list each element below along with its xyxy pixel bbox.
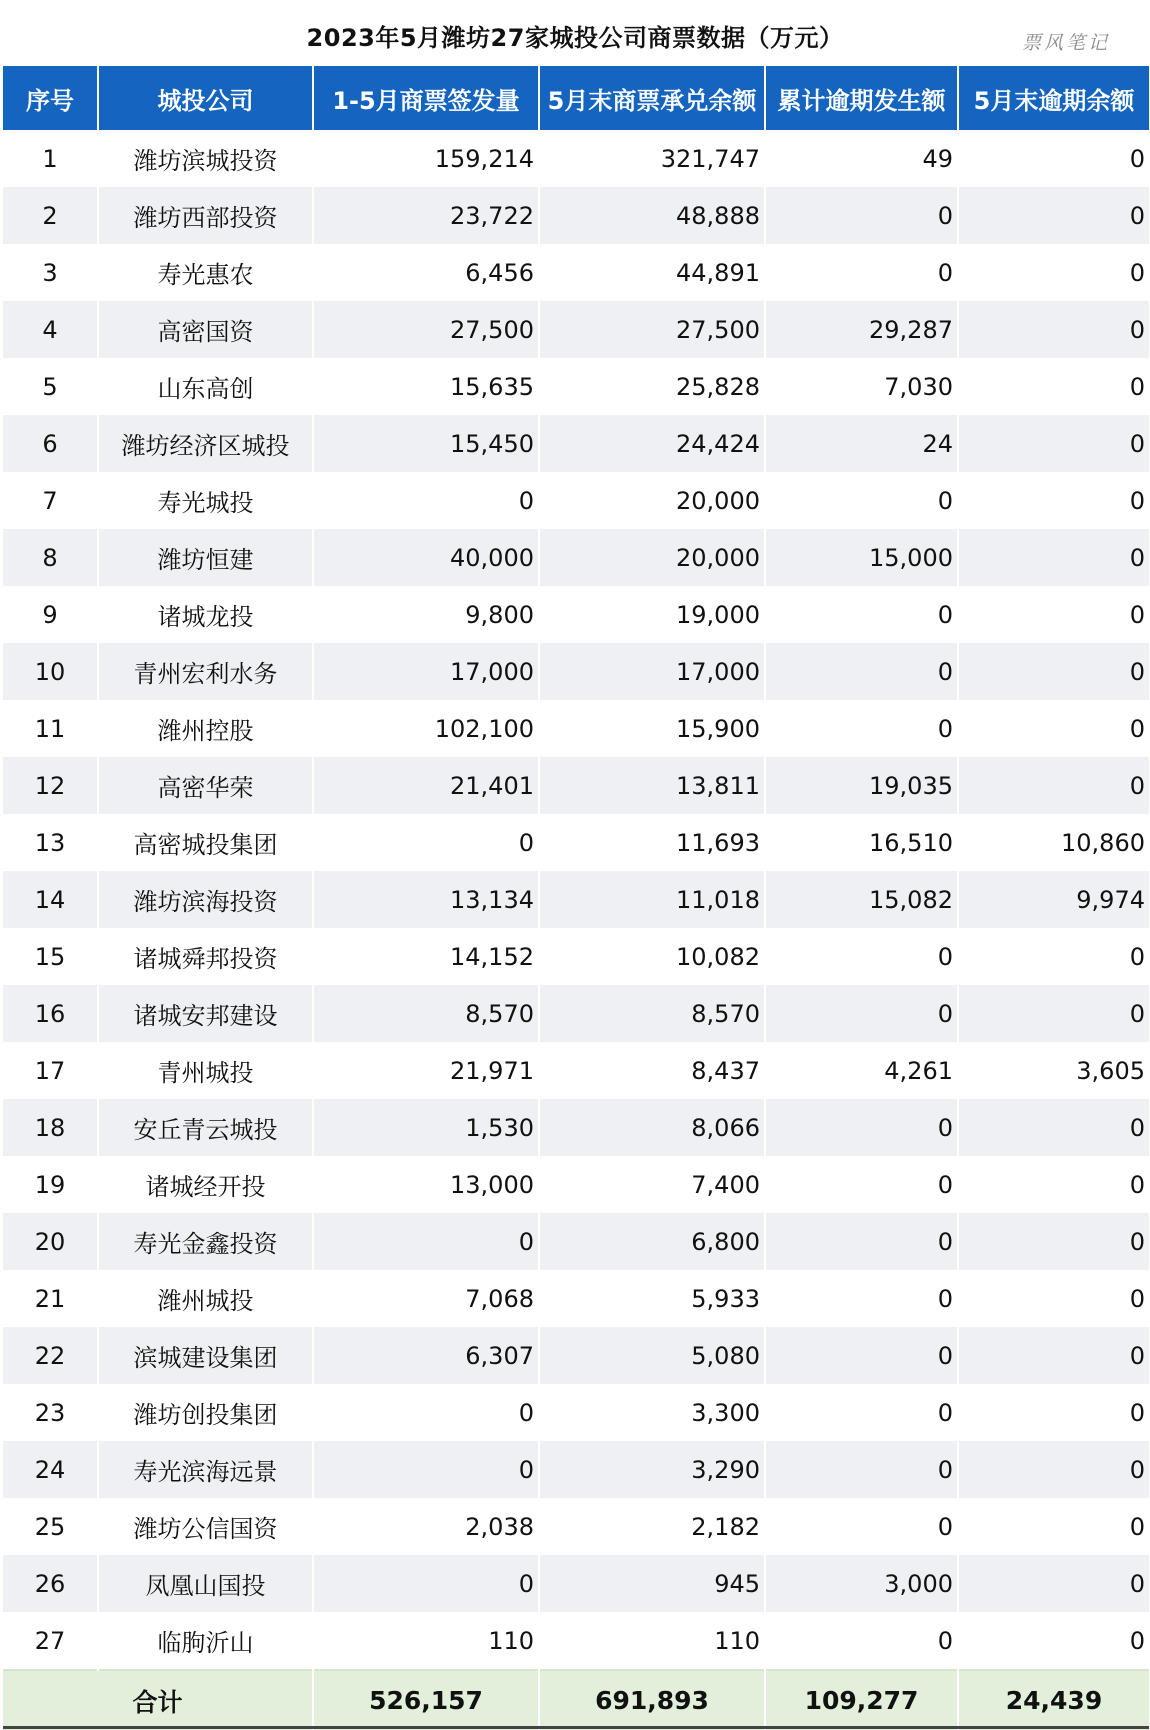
table-body: [3, 130, 1149, 1670]
row-balance: 44,891: [539, 244, 765, 301]
row-balance: 5,933: [539, 1270, 765, 1327]
row-overdue-balance: 0: [958, 1156, 1149, 1213]
table-row: [3, 1156, 1149, 1213]
table-row: [3, 985, 1149, 1042]
row-index: 14: [3, 871, 98, 928]
row-overdue-balance: 0: [958, 529, 1149, 586]
row-company: 青州城投: [98, 1042, 313, 1099]
row-issued: 0: [313, 1441, 539, 1498]
row-index: 13: [3, 814, 98, 871]
row-index: 11: [3, 700, 98, 757]
row-issued: 27,500: [313, 301, 539, 358]
row-issued: 159,214: [313, 130, 539, 187]
table-row: [3, 358, 1149, 415]
row-overdue-balance: 0: [958, 415, 1149, 472]
row-issued: 21,971: [313, 1042, 539, 1099]
table-row: [3, 928, 1149, 985]
row-balance: 25,828: [539, 358, 765, 415]
row-index: 7: [3, 472, 98, 529]
row-overdue-cumulative: 0: [765, 985, 958, 1042]
row-overdue-balance: 0: [958, 1384, 1149, 1441]
row-overdue-balance: 0: [958, 1270, 1149, 1327]
row-balance: 20,000: [539, 472, 765, 529]
row-overdue-cumulative: 29,287: [765, 301, 958, 358]
row-issued: 9,800: [313, 586, 539, 643]
row-index: 17: [3, 1042, 98, 1099]
table-row: [3, 586, 1149, 643]
table-row: [3, 1441, 1149, 1498]
row-issued: 0: [313, 814, 539, 871]
row-overdue-cumulative: 4,261: [765, 1042, 958, 1099]
row-balance: 11,018: [539, 871, 765, 928]
row-overdue-cumulative: 16,510: [765, 814, 958, 871]
row-overdue-cumulative: 0: [765, 472, 958, 529]
row-index: 24: [3, 1441, 98, 1498]
title-bar: [0, 0, 1150, 66]
row-overdue-cumulative: 0: [765, 187, 958, 244]
row-balance: 8,066: [539, 1099, 765, 1156]
row-company: 潍坊创投集团: [98, 1384, 313, 1441]
row-balance: 24,424: [539, 415, 765, 472]
table-row: [3, 472, 1149, 529]
row-overdue-cumulative: 49: [765, 130, 958, 187]
row-overdue-cumulative: 0: [765, 1441, 958, 1498]
row-overdue-balance: 0: [958, 1612, 1149, 1670]
row-index: 18: [3, 1099, 98, 1156]
row-company: 高密国资: [98, 301, 313, 358]
row-overdue-cumulative: 0: [765, 700, 958, 757]
row-balance: 19,000: [539, 586, 765, 643]
row-overdue-cumulative: 0: [765, 1099, 958, 1156]
row-overdue-balance: 0: [958, 1498, 1149, 1555]
total-label: 合计: [3, 1670, 313, 1730]
row-issued: 110: [313, 1612, 539, 1670]
row-company: 滨城建设集团: [98, 1327, 313, 1384]
row-overdue-cumulative: 24: [765, 415, 958, 472]
table-row: [3, 130, 1149, 187]
row-company: 诸城龙投: [98, 586, 313, 643]
table-row: [3, 1042, 1149, 1099]
row-company: 诸城经开投: [98, 1156, 313, 1213]
row-overdue-balance: 0: [958, 1441, 1149, 1498]
row-index: 6: [3, 415, 98, 472]
row-company: 高密城投集团: [98, 814, 313, 871]
row-index: 15: [3, 928, 98, 985]
row-overdue-balance: 9,974: [958, 871, 1149, 928]
row-overdue-balance: 0: [958, 643, 1149, 700]
row-balance: 321,747: [539, 130, 765, 187]
column-header-issued: 1-5月商票签发量: [313, 66, 539, 130]
column-header-balance: 5月末商票承兑余额: [539, 66, 765, 130]
row-issued: 6,456: [313, 244, 539, 301]
table-row: [3, 187, 1149, 244]
row-issued: 17,000: [313, 643, 539, 700]
row-balance: 13,811: [539, 757, 765, 814]
row-issued: 1,530: [313, 1099, 539, 1156]
table-row: [3, 415, 1149, 472]
row-overdue-balance: 0: [958, 928, 1149, 985]
table-row: [3, 1384, 1149, 1441]
table-row: [3, 301, 1149, 358]
table-row: [3, 871, 1149, 928]
row-issued: 8,570: [313, 985, 539, 1042]
row-balance: 8,570: [539, 985, 765, 1042]
row-overdue-balance: 0: [958, 985, 1149, 1042]
row-overdue-cumulative: 19,035: [765, 757, 958, 814]
table-row: [3, 1498, 1149, 1555]
row-index: 22: [3, 1327, 98, 1384]
row-overdue-cumulative: 0: [765, 1498, 958, 1555]
row-overdue-cumulative: 3,000: [765, 1555, 958, 1612]
row-issued: 13,000: [313, 1156, 539, 1213]
table-row: [3, 1270, 1149, 1327]
row-overdue-cumulative: 0: [765, 586, 958, 643]
row-balance: 5,080: [539, 1327, 765, 1384]
table-row: [3, 700, 1149, 757]
row-company: 潍坊公信国资: [98, 1498, 313, 1555]
row-issued: 7,068: [313, 1270, 539, 1327]
row-overdue-balance: 0: [958, 301, 1149, 358]
watermark: 票风笔记: [1021, 32, 1110, 54]
total-row: [3, 1670, 1149, 1730]
row-issued: 0: [313, 472, 539, 529]
row-overdue-balance: 0: [958, 1213, 1149, 1270]
row-company: 潍坊经济区城投: [98, 415, 313, 472]
row-index: 4: [3, 301, 98, 358]
row-company: 青州宏利水务: [98, 643, 313, 700]
row-index: 1: [3, 130, 98, 187]
row-company: 山东高创: [98, 358, 313, 415]
row-company: 潍州城投: [98, 1270, 313, 1327]
row-overdue-cumulative: 0: [765, 643, 958, 700]
row-index: 27: [3, 1612, 98, 1670]
row-issued: 15,450: [313, 415, 539, 472]
total-issued: 526,157: [313, 1670, 539, 1730]
row-balance: 27,500: [539, 301, 765, 358]
row-balance: 3,290: [539, 1441, 765, 1498]
column-header-overdue-cumulative: 累计逾期发生额: [765, 66, 958, 130]
table-row: [3, 643, 1149, 700]
row-overdue-cumulative: 15,082: [765, 871, 958, 928]
row-index: 25: [3, 1498, 98, 1555]
row-issued: 40,000: [313, 529, 539, 586]
row-index: 23: [3, 1384, 98, 1441]
row-overdue-balance: 0: [958, 358, 1149, 415]
row-overdue-cumulative: 0: [765, 244, 958, 301]
row-balance: 20,000: [539, 529, 765, 586]
total-overdue-cumulative: 109,277: [765, 1670, 958, 1730]
table-row: [3, 1213, 1149, 1270]
row-company: 临朐沂山: [98, 1612, 313, 1670]
row-balance: 7,400: [539, 1156, 765, 1213]
row-index: 12: [3, 757, 98, 814]
row-balance: 48,888: [539, 187, 765, 244]
row-balance: 110: [539, 1612, 765, 1670]
row-issued: 0: [313, 1555, 539, 1612]
row-company: 凤凰山国投: [98, 1555, 313, 1612]
commercial-paper-table: [3, 66, 1149, 1730]
row-overdue-cumulative: 15,000: [765, 529, 958, 586]
table-row: [3, 1099, 1149, 1156]
row-index: 26: [3, 1555, 98, 1612]
row-issued: 6,307: [313, 1327, 539, 1384]
row-overdue-balance: 0: [958, 130, 1149, 187]
row-balance: 11,693: [539, 814, 765, 871]
row-overdue-cumulative: 0: [765, 1270, 958, 1327]
row-balance: 17,000: [539, 643, 765, 700]
row-overdue-balance: 0: [958, 700, 1149, 757]
row-overdue-balance: 0: [958, 1327, 1149, 1384]
row-balance: 945: [539, 1555, 765, 1612]
row-overdue-balance: 0: [958, 1099, 1149, 1156]
row-overdue-cumulative: 0: [765, 1384, 958, 1441]
row-issued: 0: [313, 1384, 539, 1441]
row-balance: 15,900: [539, 700, 765, 757]
row-company: 诸城舜邦投资: [98, 928, 313, 985]
table-row: [3, 244, 1149, 301]
row-overdue-balance: 0: [958, 757, 1149, 814]
row-balance: 10,082: [539, 928, 765, 985]
row-index: 2: [3, 187, 98, 244]
total-balance: 691,893: [539, 1670, 765, 1730]
row-issued: 23,722: [313, 187, 539, 244]
header-row: [3, 66, 1149, 130]
row-overdue-balance: 0: [958, 586, 1149, 643]
row-issued: 14,152: [313, 928, 539, 985]
row-overdue-balance: 0: [958, 472, 1149, 529]
row-overdue-cumulative: 0: [765, 1612, 958, 1670]
row-company: 潍坊滨城投资: [98, 130, 313, 187]
row-issued: 21,401: [313, 757, 539, 814]
row-index: 9: [3, 586, 98, 643]
row-overdue-balance: 0: [958, 244, 1149, 301]
total-overdue-balance: 24,439: [958, 1670, 1149, 1730]
column-header-overdue-balance: 5月末逾期余额: [958, 66, 1149, 130]
row-company: 诸城安邦建设: [98, 985, 313, 1042]
row-company: 潍坊西部投资: [98, 187, 313, 244]
row-overdue-balance: 0: [958, 1555, 1149, 1612]
row-issued: 15,635: [313, 358, 539, 415]
row-index: 5: [3, 358, 98, 415]
row-overdue-balance: 0: [958, 187, 1149, 244]
row-company: 高密华荣: [98, 757, 313, 814]
table-row: [3, 1555, 1149, 1612]
row-index: 21: [3, 1270, 98, 1327]
row-balance: 3,300: [539, 1384, 765, 1441]
row-company: 安丘青云城投: [98, 1099, 313, 1156]
row-company: 潍坊滨海投资: [98, 871, 313, 928]
row-company: 潍坊恒建: [98, 529, 313, 586]
row-company: 寿光惠农: [98, 244, 313, 301]
row-issued: 13,134: [313, 871, 539, 928]
table-row: [3, 529, 1149, 586]
row-overdue-cumulative: 0: [765, 1327, 958, 1384]
bottom-rule: [3, 1726, 1149, 1729]
row-company: 寿光金鑫投资: [98, 1213, 313, 1270]
row-balance: 8,437: [539, 1042, 765, 1099]
table-row: [3, 1612, 1149, 1670]
row-overdue-cumulative: 7,030: [765, 358, 958, 415]
row-company: 潍州控股: [98, 700, 313, 757]
row-overdue-cumulative: 0: [765, 1156, 958, 1213]
table-row: [3, 1327, 1149, 1384]
row-issued: 2,038: [313, 1498, 539, 1555]
row-issued: 102,100: [313, 700, 539, 757]
row-balance: 2,182: [539, 1498, 765, 1555]
table-row: [3, 757, 1149, 814]
row-overdue-cumulative: 0: [765, 1213, 958, 1270]
row-index: 20: [3, 1213, 98, 1270]
row-overdue-balance: 3,605: [958, 1042, 1149, 1099]
row-index: 10: [3, 643, 98, 700]
row-overdue-balance: 10,860: [958, 814, 1149, 871]
table-row: [3, 814, 1149, 871]
row-index: 16: [3, 985, 98, 1042]
row-index: 8: [3, 529, 98, 586]
row-company: 寿光城投: [98, 472, 313, 529]
table-title: 2023年5月潍坊27家城投公司商票数据（万元）: [306, 24, 844, 52]
row-index: 19: [3, 1156, 98, 1213]
row-overdue-cumulative: 0: [765, 928, 958, 985]
column-header-company: 城投公司: [98, 66, 313, 130]
row-company: 寿光滨海远景: [98, 1441, 313, 1498]
row-index: 3: [3, 244, 98, 301]
column-header-index: 序号: [3, 66, 98, 130]
row-balance: 6,800: [539, 1213, 765, 1270]
row-issued: 0: [313, 1213, 539, 1270]
